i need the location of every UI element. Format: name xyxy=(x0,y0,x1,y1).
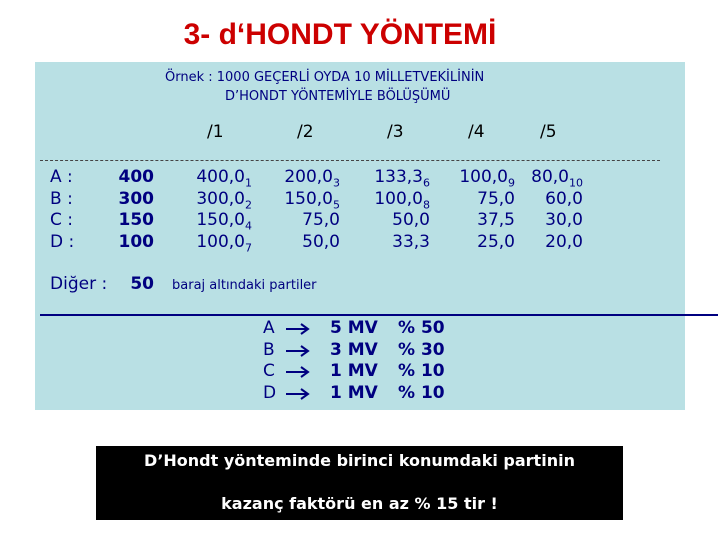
party-label: A : xyxy=(50,167,73,187)
arrow-right-icon xyxy=(285,323,313,335)
quotient-value: 37,5 xyxy=(477,210,515,230)
seat-rank: 5 xyxy=(333,198,340,212)
result-party: C xyxy=(263,361,275,381)
result-party: A xyxy=(263,318,275,338)
conclusion-line-2: kazanç faktörü en az % 15 tir ! xyxy=(221,494,498,513)
seat-rank: 8 xyxy=(423,198,430,212)
threshold-note: baraj altındaki partiler xyxy=(172,278,317,293)
quotient-value: 75,0 xyxy=(477,189,515,209)
party-label: D : xyxy=(50,232,75,252)
quotient-value: 25,0 xyxy=(477,232,515,252)
result-seats: 5 MV xyxy=(330,318,378,338)
arrow-right-icon xyxy=(285,345,313,357)
result-percent: % 50 xyxy=(398,318,445,338)
party-votes: 150 xyxy=(118,210,154,230)
quotient-value: 100,0 xyxy=(196,232,245,252)
seat-rank: 1 xyxy=(245,176,252,190)
other-label: Diğer : xyxy=(50,274,108,294)
seat-rank: 2 xyxy=(245,198,252,212)
quotient-cell xyxy=(284,167,340,189)
seat-rank: 3 xyxy=(333,176,340,190)
slide-title: 3- d‘HONDT YÖNTEMİ xyxy=(183,18,497,51)
party-votes: 300 xyxy=(118,189,154,209)
party-votes: 100 xyxy=(118,232,154,252)
quotient-value: 100,0 xyxy=(459,167,508,187)
quotient-value: 50,0 xyxy=(392,210,430,230)
quotient-value: 150,0 xyxy=(196,210,245,230)
quotient-value: 30,0 xyxy=(545,210,583,230)
quotient-cell xyxy=(477,210,515,232)
quotient-cell xyxy=(545,210,583,232)
quotient-cell xyxy=(374,189,430,211)
divisor-4: /4 xyxy=(468,122,485,142)
quotient-cell xyxy=(477,232,515,254)
quotient-cell xyxy=(531,167,583,189)
quotient-value: 80,0 xyxy=(531,167,569,187)
quotient-value: 75,0 xyxy=(302,210,340,230)
quotient-cell xyxy=(545,189,583,211)
quotient-cell xyxy=(392,210,430,232)
quotient-cell xyxy=(374,167,430,189)
party-label: B : xyxy=(50,189,73,209)
quotient-cell xyxy=(392,232,430,254)
arrow-right-icon xyxy=(285,366,313,378)
party-votes: 400 xyxy=(118,167,154,187)
quotient-cell xyxy=(196,232,252,254)
quotient-value: 50,0 xyxy=(302,232,340,252)
quotient-cell xyxy=(196,210,252,232)
divisor-5: /5 xyxy=(540,122,557,142)
arrow-right-icon xyxy=(285,388,313,400)
divisor-1: /1 xyxy=(207,122,224,142)
divisor-2: /2 xyxy=(297,122,314,142)
party-label: C : xyxy=(50,210,74,230)
quotient-value: 100,0 xyxy=(374,189,423,209)
quotient-cell xyxy=(302,210,340,232)
subtitle-line-1: Örnek : 1000 GEÇERLİ OYDA 10 MİLLETVEKİLİNİN xyxy=(165,70,485,85)
seat-rank: 4 xyxy=(245,219,252,233)
result-party: D xyxy=(263,383,277,403)
other-votes: 50 xyxy=(130,274,154,294)
seat-rank: 9 xyxy=(508,176,515,190)
quotient-value: 200,0 xyxy=(284,167,333,187)
result-seats: 1 MV xyxy=(330,361,378,381)
result-party: B xyxy=(263,340,275,360)
seat-rank: 10 xyxy=(569,176,583,190)
quotient-value: 400,0 xyxy=(196,167,245,187)
result-seats: 3 MV xyxy=(330,340,378,360)
quotient-value: 33,3 xyxy=(392,232,430,252)
results-divider xyxy=(40,314,718,316)
result-percent: % 10 xyxy=(398,361,445,381)
quotient-value: 60,0 xyxy=(545,189,583,209)
divisor-3: /3 xyxy=(387,122,404,142)
result-seats: 1 MV xyxy=(330,383,378,403)
quotient-value: 150,0 xyxy=(284,189,333,209)
seat-rank: 6 xyxy=(423,176,430,190)
quotient-cell xyxy=(196,167,252,189)
quotient-cell xyxy=(196,189,252,211)
result-percent: % 10 xyxy=(398,383,445,403)
quotient-cell xyxy=(477,189,515,211)
quotient-cell xyxy=(459,167,515,189)
header-divider xyxy=(40,160,660,161)
quotient-value: 300,0 xyxy=(196,189,245,209)
quotient-cell xyxy=(302,232,340,254)
quotient-cell xyxy=(284,189,340,211)
quotient-value: 20,0 xyxy=(545,232,583,252)
conclusion-line-1: D’Hondt yönteminde birinci konumdaki partinin xyxy=(144,451,575,470)
seat-rank: 7 xyxy=(245,241,252,255)
subtitle-line-2: D’HONDT YÖNTEMİYLE BÖLÜŞÜMÜ xyxy=(225,89,451,104)
result-percent: % 30 xyxy=(398,340,445,360)
quotient-value: 133,3 xyxy=(374,167,423,187)
quotient-cell xyxy=(545,232,583,254)
